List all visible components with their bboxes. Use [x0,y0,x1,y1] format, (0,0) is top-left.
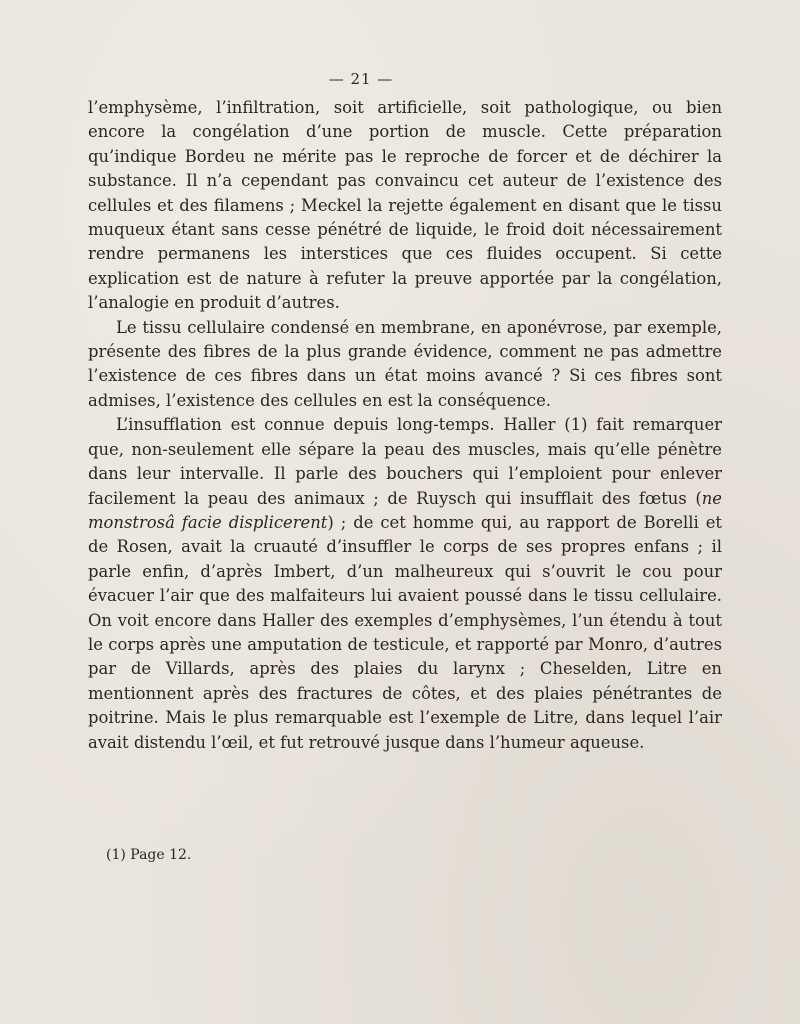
footnote: (1) Page 12. [106,847,192,863]
paragraph-2-text: Le tissu cellulaire condensé en membrane, en aponévrose, par exemple, présente des fibres de la plus grande évidence, comment ne pas admettre l’existence de ces fibres dans un état moins avancé ? Si ces fibres sont admises, l’existence des cellules en est la conséquence. [88,317,722,410]
paragraph-2 [88,316,722,414]
paragraph-3-italic-quote: ne monstrosâ facie displicerent [88,488,722,532]
body-text [88,96,722,755]
page-number: — 21 — [328,70,394,88]
paragraph-3-text-before: L’insufflation est connue depuis long-temps. Haller (1) fait remarquer que, non-seulement elle sépare la peau des muscles, mais qu’elle pénètre dans leur intervalle. Il parle des bouchers qui l’emploient pour enlever facilement la peau des animaux ; de Ruysch qui insufflait des fœtus ( [88,415,722,508]
paragraph-3 [88,413,722,755]
paragraph-1-text: l’emphysème, l’infiltration, soit artificielle, soit pathologique, ou bien encore la congélation d’une portion de muscle. Cette préparation qu’indique Bordeu ne mérite pas le reproche de forcer et de déchirer la substance. Il n’a cependant pas convaincu cet auteur de l’existence des cellules et des filamens ; Meckel la rejette également en disant que le tissu muqueux étant sans cesse pénétré de liquide, le froid doit nécessairement rendre permanens les interstices que ces fluides occupent. Si cette explication est de nature à refuter la preuve apportée par la congélation, l’analogie en produit d’autres. [88,98,722,313]
paragraph-1 [88,96,722,316]
paragraph-3-text-after: ) ; de cet homme qui, au rapport de Borelli et de Rosen, avait la cruauté d’insuffler le corps de ses propres enfans ; il parle enfin, d’après Imbert, d’un malheureux qui s’ouvrit le cou pour évacuer l’air que des malfaiteurs lui avaient poussé dans le tissu cellulaire. On voit encore dans Haller des exemples d’emphysèmes, l’un étendu à tout le corps après une amputation de testicule, et rapporté par Monro, d’autres par de Villards, après des plaies du larynx ; Cheselden, Litre en mentionnent après des fractures de côtes, et des plaies pénétrantes de poitrine. Mais le plus remarquable est l’exemple de Litre, dans lequel l’air avait distendu l’œil, et fut retrouvé jusque dans l’humeur aqueuse. [88,512,722,752]
